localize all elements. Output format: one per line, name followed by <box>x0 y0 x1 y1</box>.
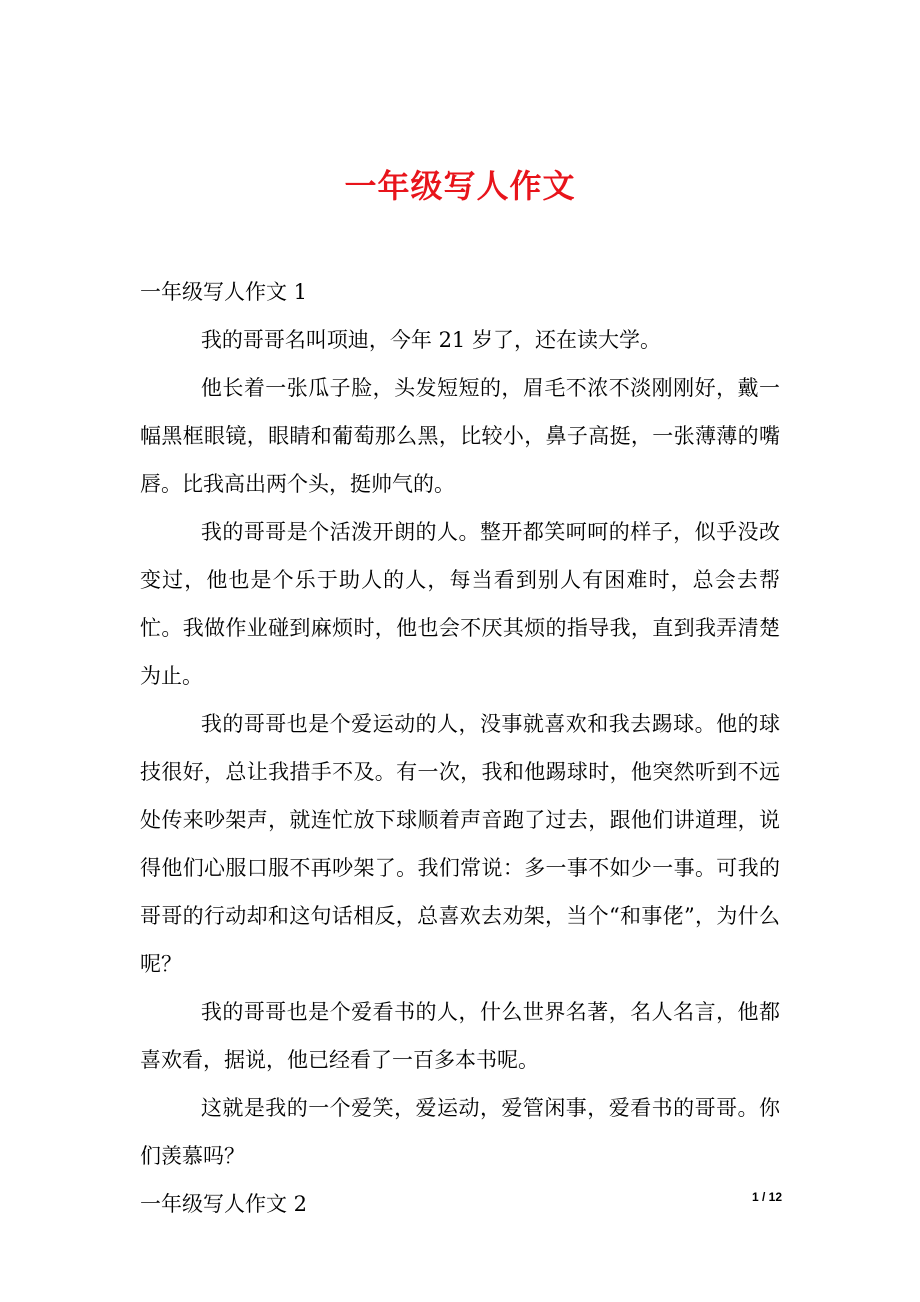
paragraph-1: 我的哥哥名叫项迪，今年 21 岁了，还在读大学。 <box>200 328 661 352</box>
page-number: 1 / 12 <box>751 1190 782 1204</box>
paragraph-6: 这就是我的一个爱笑，爱运动，爱管闲事，爱看书的哥哥。你们羡慕吗？ <box>140 1096 780 1168</box>
section-heading-2: 一年级写人作文 2 <box>140 1192 308 1216</box>
section-heading-1: 一年级写人作文 1 <box>140 280 308 304</box>
paragraph-2: 他长着一张瓜子脸，头发短短的，眉毛不浓不淡刚刚好，戴一幅黑框眼镜，眼睛和葡萄那么黑，比较小，鼻子高挺，一张薄薄的嘴唇。比我高出两个头，挺帅气的。 <box>140 376 780 496</box>
paragraph-5: 我的哥哥也是个爱看书的人，什么世界名著，名人名言，他都喜欢看，据说，他已经看了一百多本书呢。 <box>140 1000 780 1072</box>
paragraph-4: 我的哥哥也是个爱运动的人，没事就喜欢和我去踢球。他的球技很好，总让我措手不及。有一次，我和他踢球时，他突然听到不远处传来吵架声，就连忙放下球顺着声音跑了过去，跟他们讲道理，说得他们心服口服不再吵架了。我们常说：多一事不如少一事。可我的哥哥的行动却和这句话相反，总喜欢去劝架，当个“和事佬”，为什么呢？ <box>140 712 780 976</box>
document-body <box>140 268 780 1228</box>
paragraph-3: 我的哥哥是个活泼开朗的人。整开都笑呵呵的样子，似乎没改变过，他也是个乐于助人的人，每当看到别人有困难时，总会去帮忙。我做作业碰到麻烦时，他也会不厌其烦的指导我，直到我弄清楚为止。 <box>140 520 780 688</box>
page-title: 一年级写人作文 <box>344 167 576 206</box>
